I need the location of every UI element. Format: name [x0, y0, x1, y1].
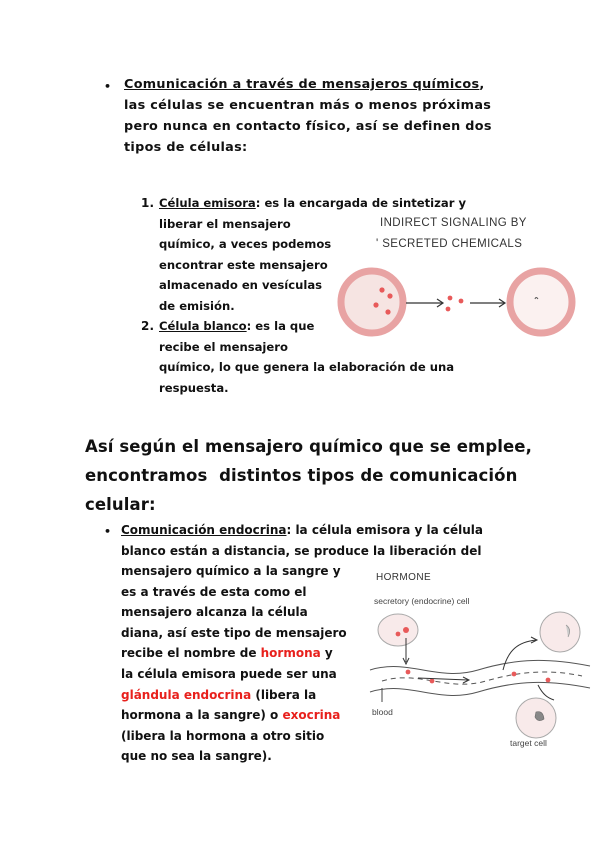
term-hormona: hormona: [260, 646, 321, 661]
signaling-diagram: [336, 264, 586, 354]
figure-hormone: [368, 570, 593, 755]
hormone-arrows: [403, 637, 554, 700]
figure-indirect-signaling: [336, 214, 586, 364]
target-cell-bottom: [516, 698, 556, 738]
bullet-paragraph-1: Comunicación a través de mensajeros químicos, las células se encuentran más o menos próximas pero nunca en contacto físico, así se definen dos tipos de células:: [124, 77, 492, 155]
emitter-cell: [341, 271, 403, 333]
bullet-dot-2: •: [104, 525, 112, 538]
label-secretory-cell: secretory (endocrine) cell: [374, 596, 470, 606]
target-cell-top: [540, 612, 580, 652]
list-number-1: 1.: [141, 196, 155, 210]
figure-title-line1: INDIRECT SIGNALING BY: [380, 217, 527, 229]
list-number-2: 2.: [141, 319, 155, 333]
label-target-cell: target cell: [510, 738, 547, 748]
term-blanco: Célula blanco: [159, 319, 247, 333]
blood-vessel: [370, 660, 590, 702]
arrow-1: [406, 299, 443, 307]
term-exocrina: exocrina: [282, 708, 341, 723]
bullet-dot: •: [104, 80, 112, 93]
hormone-diagram: [368, 570, 593, 755]
term-endocrina: Comunicación endocrina: [121, 523, 287, 537]
bullet-endocrina-body: mensajero químico a la sangre y es a través de esta como el mensajero alcanza la célula diana, así este tipo de mensajero recibe el nombre de hormona y la célula emisora puede ser una glándula endocrina (libera la hormona a la sangre) o exocrina (libera la hormona a otro sitio que no sea la sangre).: [121, 564, 347, 764]
secretory-cell: [378, 614, 418, 646]
bullet-title: Comunicación a través de mensajeros químicos: [124, 77, 480, 92]
list-item-emisora: Célula emisora: es la encargada de sintetizar y liberar el mensajero químico, a veces podemos encontrar este mensajero almacenado en vesículas de emisión.: [159, 196, 467, 313]
list-item-blanco: Célula blanco: es la que recibe el mensajero químico, lo que genera la elaboración de una respuesta.: [159, 319, 455, 395]
arrow-2: [470, 299, 505, 307]
messenger-molecules: [446, 296, 464, 312]
term-emisora: Célula emisora: [159, 196, 256, 210]
bullet-endocrina-top: Comunicación endocrina: la célula emisora y la célula blanco están a distancia, se produce la liberación del: [121, 523, 483, 558]
section-heading: Así según el mensajero químico que se emplee, encontramos distintos tipos de comunicación celular:: [85, 437, 532, 514]
term-glandula-endocrina: glándula endocrina: [121, 687, 252, 702]
figure-title-line2: ' SECRETED CHEMICALS: [376, 238, 523, 250]
figure-hormone-title: HORMONE: [376, 572, 432, 583]
target-cell: [510, 271, 572, 333]
label-blood: blood: [372, 707, 393, 717]
